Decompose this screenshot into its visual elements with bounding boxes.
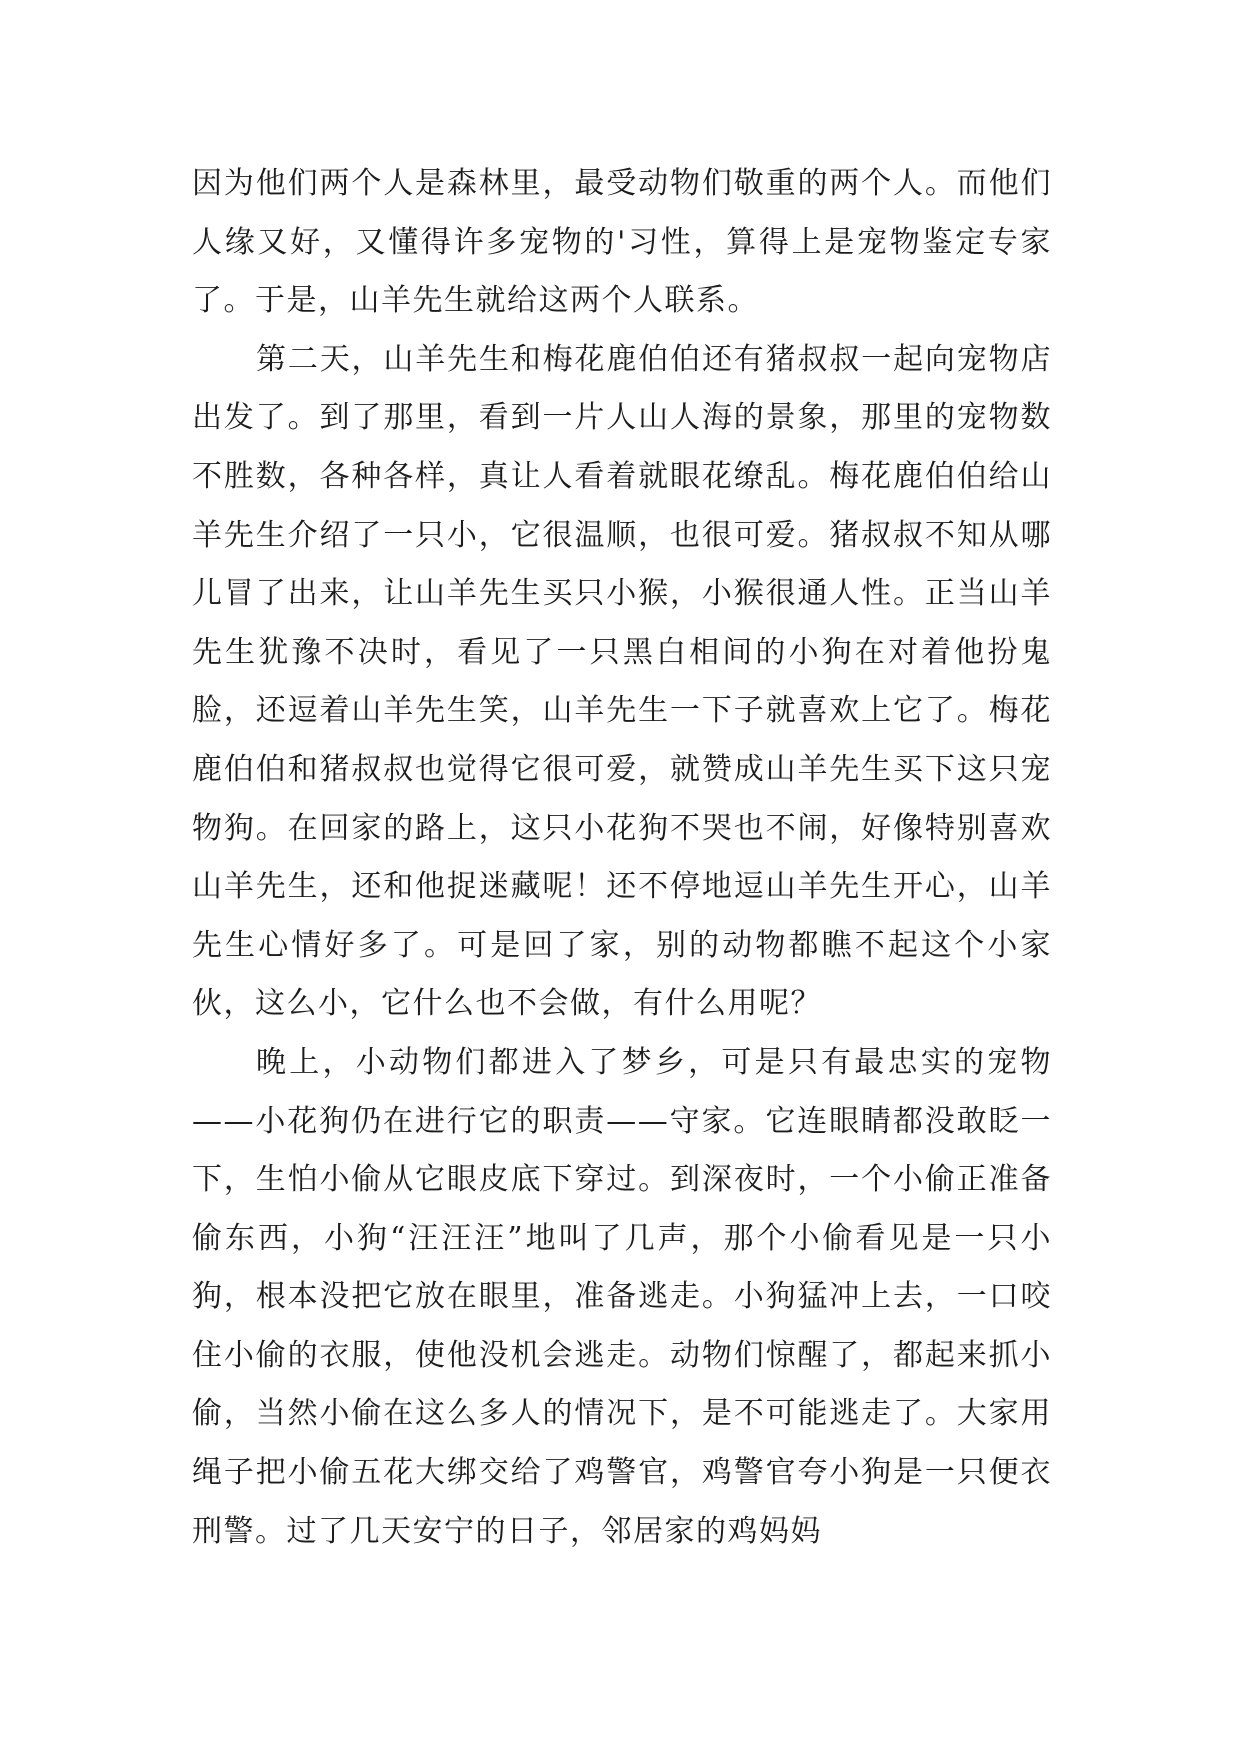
document-page: [192, 155, 1052, 1561]
paragraph-1: 因为他们两个人是森林里，最受动物们敬重的两个人。而他们人缘又好，又懂得许多宠物的'习性，算得上是宠物鉴定专家了。于是，山羊先生就给这两个人联系。: [192, 166, 1052, 319]
paragraph-3: 晚上，小动物们都进入了梦乡，可是只有最忠实的宠物——小花狗仍在进行它的职责——守家。它连眼睛都没敢眨一下，生怕小偷从它眼皮底下穿过。到深夜时，一个小偷正准备偷东西，小狗“汪汪汪”地叫了几声，那个小偷看见是一只小狗，根本没把它放在眼里，准备逃走。小狗猛冲上去，一口咬住小偷的衣服，使他没机会逃走。动物们惊醒了，都起来抓小偷，当然小偷在这么多人的情况下，是不可能逃走了。大家用绳子把小偷五花大绑交给了鸡警官，鸡警官夸小狗是一只便衣刑警。过了几天安宁的日子，邻居家的鸡妈妈: [192, 1044, 1052, 1549]
paragraph-2: 第二天，山羊先生和梅花鹿伯伯还有猪叔叔一起向宠物店出发了。到了那里，看到一片人山人海的景象，那里的宠物数不胜数，各种各样，真让人看着就眼花缭乱。梅花鹿伯伯给山羊先生介绍了一只小，它很温顺，也很可爱。猪叔叔不知从哪儿冒了出来，让山羊先生买只小猴，小猴很通人性。正当山羊先生犹豫不决时，看见了一只黑白相间的小狗在对着他扮鬼脸，还逗着山羊先生笑，山羊先生一下子就喜欢上它了。梅花鹿伯伯和猪叔叔也觉得它很可爱，就赞成山羊先生买下这只宠物狗。在回家的路上，这只小花狗不哭也不闹，好像特别喜欢山羊先生，还和他捉迷藏呢！还不停地逗山羊先生开心，山羊先生心情好多了。可是回了家，别的动物都瞧不起这个小家伙，这么小，它什么也不会做，有什么用呢？: [192, 341, 1052, 1022]
